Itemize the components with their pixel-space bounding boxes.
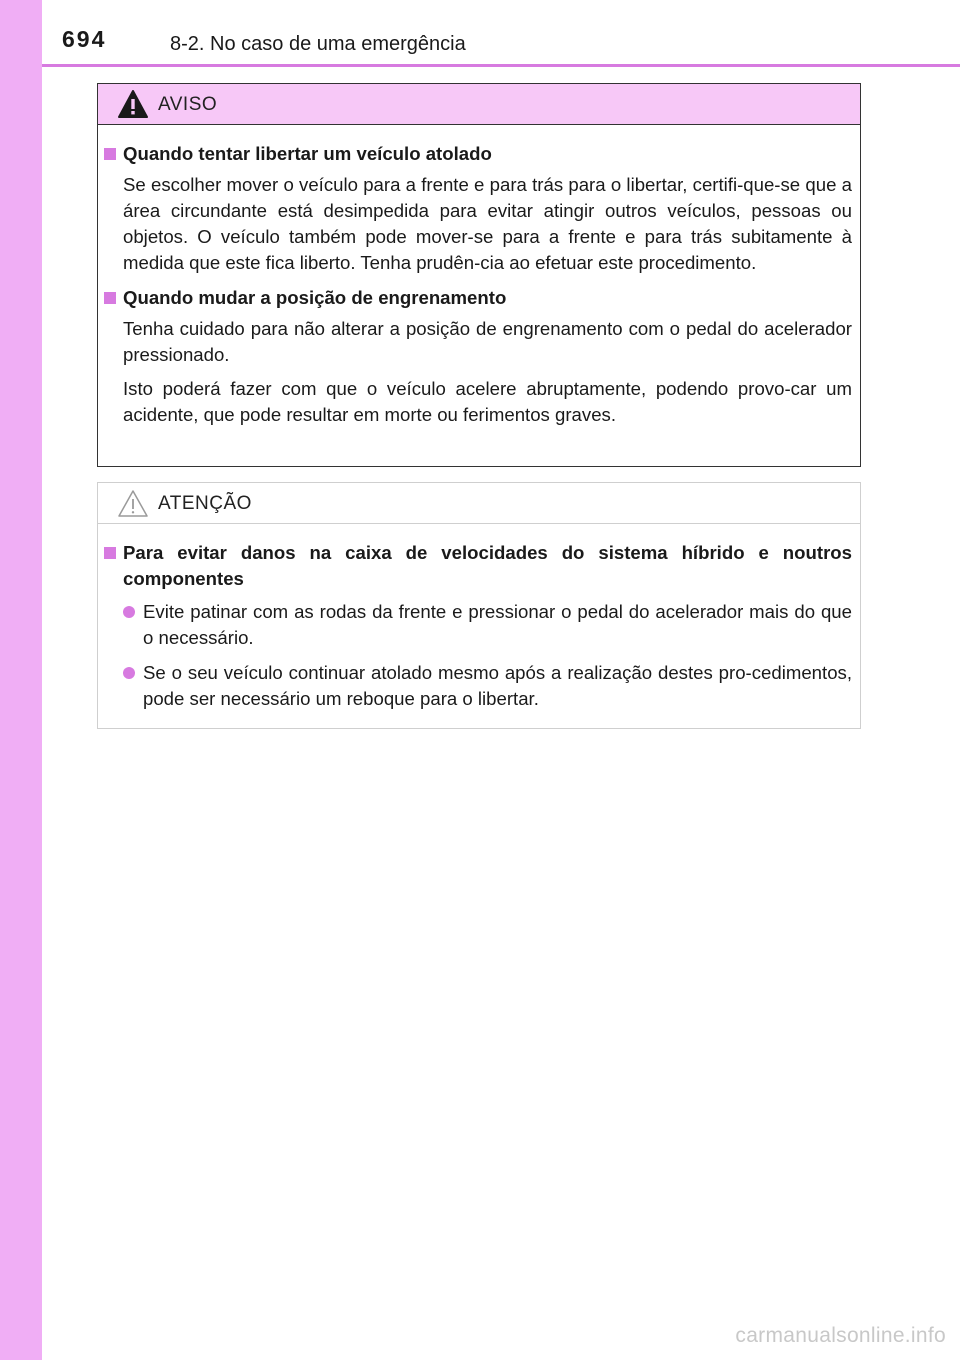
round-bullet-icon <box>123 606 135 618</box>
caution-title: ATENÇÃO <box>158 493 252 514</box>
warning-box-header <box>98 84 860 125</box>
section-heading <box>104 540 852 592</box>
warning-body <box>98 125 860 428</box>
square-bullet-icon <box>104 148 116 160</box>
paragraph: Se escolher mover o veículo para a frente e para trás para o libertar, certifi-que-se que a área circundante está desimpedida para evitar atingir outros veículos, pessoas ou objetos. O veículo também pode mover-se para a frente e para trás subitamente à medida que este fica liberto. Tenha prudên-cia ao efetuar este procedimento. <box>123 174 852 273</box>
page-header <box>0 0 960 66</box>
round-bullet-icon <box>123 667 135 679</box>
header-divider <box>42 64 960 67</box>
section-heading-text: Quando mudar a posição de engrenamento <box>123 287 507 308</box>
section-title: 8-2. No caso de uma emergência <box>170 33 466 55</box>
caution-box <box>97 482 861 729</box>
side-color-strip <box>0 0 42 1360</box>
warning-section <box>104 141 852 276</box>
list-item <box>123 599 852 651</box>
caution-box-header <box>98 483 860 524</box>
list-item <box>123 660 852 712</box>
caution-body <box>98 524 860 712</box>
section-heading-text: Para evitar danos na caixa de velocidades do sistema híbrido e noutros componentes <box>123 542 852 589</box>
section-heading-text: Quando tentar libertar um veículo atolado <box>123 143 492 164</box>
paragraph: Tenha cuidado para não alterar a posição de engrenamento com o pedal do acelerador pressionado. <box>123 318 852 365</box>
warning-triangle-outline-icon <box>117 488 149 518</box>
warning-box <box>97 83 861 467</box>
list-item-text: Evite patinar com as rodas da frente e pressionar o pedal do acelerador mais do que o necessário. <box>143 601 852 648</box>
square-bullet-icon <box>104 292 116 304</box>
paragraph: Isto poderá fazer com que o veículo acelere abruptamente, podendo provo-car um acidente, que pode resultar em morte ou ferimentos graves. <box>123 378 852 425</box>
list-item-text: Se o seu veículo continuar atolado mesmo após a realização destes pro-cedimentos, pode ser necessário um reboque para o libertar. <box>143 662 852 709</box>
square-bullet-icon <box>104 547 116 559</box>
section-heading <box>104 141 852 167</box>
watermark: carmanualsonline.info <box>735 1324 946 1347</box>
warning-triangle-filled-icon <box>117 89 149 119</box>
warning-title: AVISO <box>158 94 218 115</box>
warning-section <box>104 285 852 428</box>
page-number: 694 <box>62 26 107 52</box>
section-heading <box>104 285 852 311</box>
